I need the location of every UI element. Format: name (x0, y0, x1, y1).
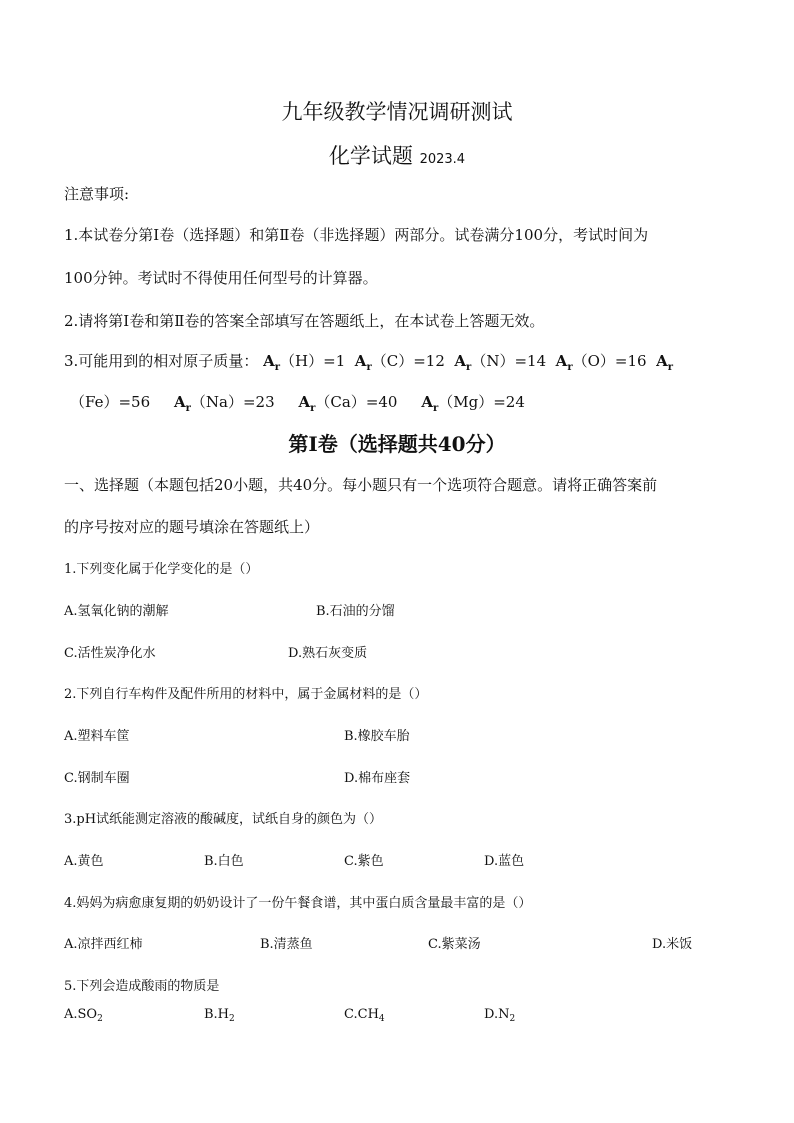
ar-trailing: $A_r$ (656, 352, 674, 373)
note-1-line2: 100分钟。考试时不得使用任何型号的计算器。 (64, 269, 378, 287)
mass-ca: $A_r(Ca)=40$ (298, 393, 398, 414)
mass-h: $A_r(H)=1$ (263, 352, 346, 373)
mass-mg: $A_r(Mg)=24$ (421, 393, 525, 414)
exam-subtitle (0, 140, 794, 170)
q5-option-b: $B.H_2$ (204, 1007, 235, 1024)
question-4-stem: 4.妈妈为病愈康复期的奶奶设计了一份午餐食谱，其中蛋白质含量最丰富的是（） (64, 896, 532, 911)
q3-option-d: D.蓝色 (484, 854, 525, 869)
subject-title: 化学试题 (328, 144, 413, 168)
q3-option-b: B.白色 (204, 854, 244, 869)
section-desc-line1: 一、选择题（本题包括20小题，共40分。每小题只有一个选项符合题意。请将正确答案前 (64, 476, 658, 494)
notes-heading: 注意事项: (64, 185, 130, 203)
question-5-stem: 5.下列会造成酸雨的物质是 (64, 979, 220, 994)
q5-option-d: $D.N_2$ (484, 1007, 516, 1024)
q3-option-c: C.紫色 (344, 854, 384, 869)
q4-option-c: C.紫菜汤 (428, 937, 481, 952)
note-3-line1 (64, 350, 673, 373)
q2-option-b: B.橡胶车胎 (344, 729, 410, 744)
q4-option-d: D.米饭 (652, 937, 693, 952)
q5-option-c: $C.CH_4$ (344, 1007, 385, 1024)
q1-option-d: D.熟石灰变质 (288, 646, 368, 661)
mass-o: $A_r(O)=16$ (555, 352, 647, 373)
note-1-line1: 1.本试卷分第Ⅰ卷（选择题）和第Ⅱ卷（非选择题）两部分。试卷满分100分，考试时间为 (64, 226, 649, 244)
note-3-lead: 3.可能用到的相对原子质量： (64, 352, 259, 370)
note-3-line2 (70, 391, 525, 414)
question-3-stem: 3.pH试纸能测定溶液的酸碱度，试纸自身的颜色为（） (64, 812, 383, 827)
mass-c: $A_r(C)=12$ (354, 352, 445, 373)
q1-option-c: C.活性炭净化水 (64, 646, 156, 661)
q1-option-a: A.氢氧化钠的潮解 (64, 604, 169, 619)
section-desc-line2: 的序号按对应的题号填涂在答题纸上） (64, 518, 320, 536)
q4-option-a: A.凉拌西红柿 (64, 937, 143, 952)
q1-option-b: B.石油的分馏 (316, 604, 395, 619)
question-1-stem: 1.下列变化属于化学变化的是（） (64, 562, 259, 577)
mass-na: $A_r(Na)=23$ (173, 393, 275, 414)
mass-n: $A_r(N)=14$ (454, 352, 547, 373)
q2-option-c: C.钢制车圈 (64, 771, 130, 786)
note-2: 2.请将第Ⅰ卷和第Ⅱ卷的答案全部填写在答题纸上，在本试卷上答题无效。 (64, 312, 545, 330)
q2-option-d: D.棉布座套 (344, 771, 411, 786)
mass-fe: （Fe）=56 (70, 393, 151, 411)
q4-option-b: B.清蒸鱼 (260, 937, 313, 952)
exam-date: 2023.4 (419, 152, 466, 167)
q5-option-a: $A.SO_2$ (64, 1007, 103, 1024)
q3-option-a: A.黄色 (64, 854, 104, 869)
section-title: 第Ⅰ卷（选择题共40分） (288, 432, 506, 456)
q2-option-a: A.塑料车筐 (64, 729, 130, 744)
question-2-stem: 2.下列自行车构件及配件所用的材料中，属于金属材料的是（） (64, 687, 428, 702)
exam-title: 九年级教学情况调研测试 (281, 100, 513, 124)
